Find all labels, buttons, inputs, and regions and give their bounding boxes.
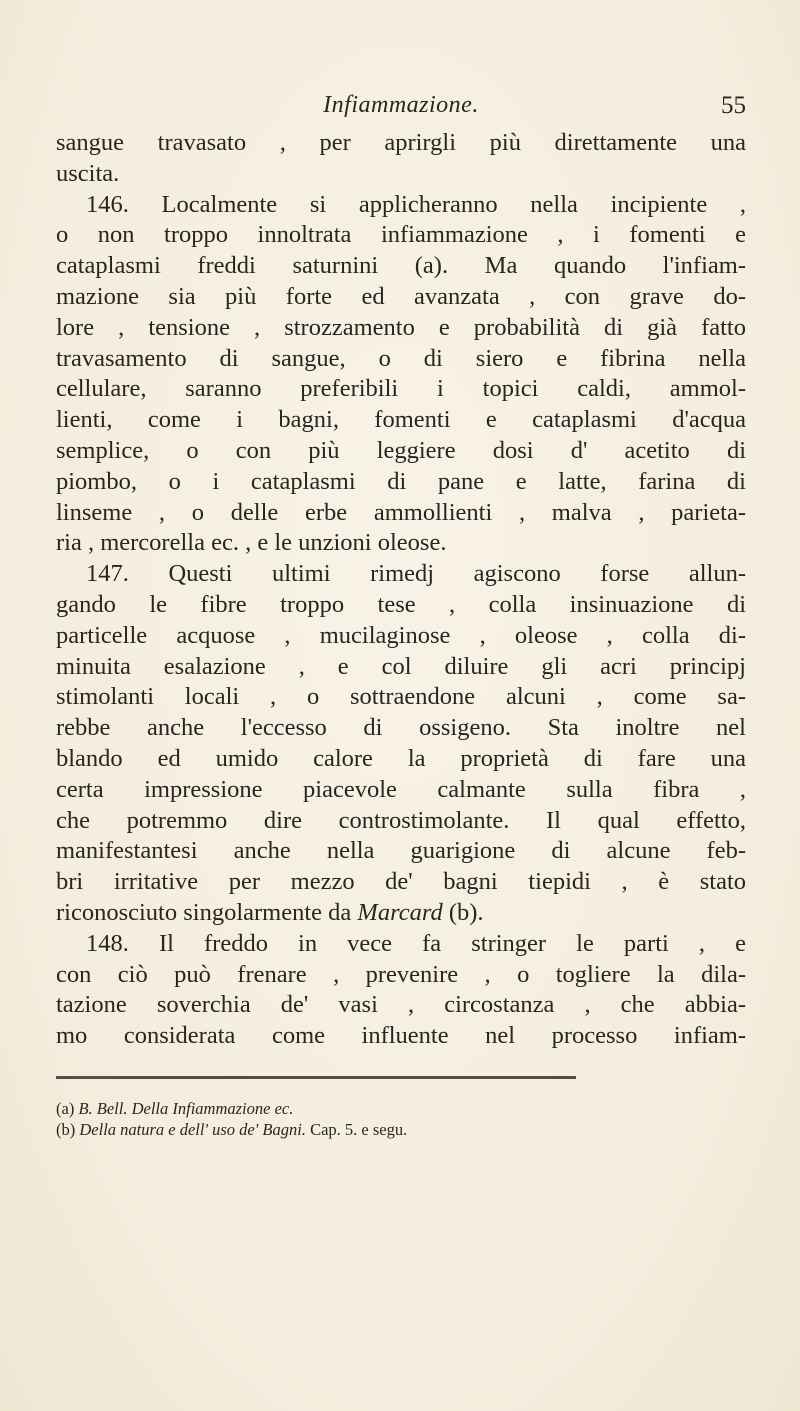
text-line: o non troppo innoltrata infiammazione , i fomenti e bbox=[56, 221, 746, 249]
text-line: minuita esalazione , e col diluire gli acri principj bbox=[56, 652, 746, 680]
page-header bbox=[56, 92, 746, 122]
text-line: uscita. bbox=[56, 159, 120, 187]
footnote-tail: Cap. 5. e segu. bbox=[310, 1120, 408, 1139]
text-line: lienti, come i bagni, fomenti e cataplasmi d'acqua bbox=[56, 406, 746, 434]
text-line: stimolanti locali , o sottraendone alcuni , come sa- bbox=[56, 683, 746, 711]
footnote-text: B. Bell. Della Infiammazione ec. bbox=[78, 1099, 294, 1118]
footnote-b bbox=[56, 1119, 746, 1140]
footnote-a bbox=[56, 1098, 746, 1119]
text-line: con ciò può frenare , prevenire , o togliere la dila- bbox=[56, 960, 746, 988]
text-line: gando le fibre troppo tese , colla insinuazione di bbox=[56, 590, 746, 618]
text-line: mo considerata come influente nel processo infiam- bbox=[56, 1022, 746, 1050]
text-line: cataplasmi freddi saturnini (a). Ma quando l'infiam- bbox=[56, 252, 746, 280]
italic-name: Marcard bbox=[357, 898, 443, 926]
footnote-rule bbox=[56, 1076, 576, 1079]
text-line: bri irritative per mezzo de' bagni tiepidi , è stato bbox=[56, 868, 746, 896]
text-line: travasamento di sangue, o di siero e fibrina nella bbox=[56, 344, 746, 372]
body-text bbox=[56, 128, 746, 1052]
text-line: riconosciuto singolarmente da Marcard (b). bbox=[56, 898, 484, 926]
text-line: tazione soverchia de' vasi , circostanza , che abbia- bbox=[56, 991, 746, 1019]
text-line: semplice, o con più leggiere dosi d' acetito di bbox=[56, 436, 746, 464]
text-line: piombo, o i cataplasmi di pane e latte, farina di bbox=[56, 467, 746, 495]
footnote-text: Della natura e dell' uso de' Bagni. bbox=[79, 1120, 306, 1139]
footnote-mark: (b) bbox=[56, 1120, 76, 1139]
text-line: blando ed umido calore la proprietà di fare una bbox=[56, 744, 746, 772]
page-number: 55 bbox=[721, 92, 746, 119]
text-line: cellulare, saranno preferibili i topici caldi, ammol- bbox=[56, 375, 746, 403]
text-line: linseme , o delle erbe ammollienti , malva , parieta- bbox=[56, 498, 746, 526]
text-line: sangue travasato , per aprirgli più direttamente una bbox=[56, 129, 746, 156]
text-line: particelle acquose , mucilaginose , oleose , colla di- bbox=[56, 621, 746, 649]
text-line: ria , mercorella ec. , e le unzioni oleose. bbox=[56, 529, 447, 557]
footnotes bbox=[56, 1098, 746, 1140]
text-line: 146. Localmente si applicheranno nella incipiente , bbox=[86, 190, 746, 218]
text-line: che potremmo dire controstimolante. Il qual effetto, bbox=[56, 806, 746, 834]
footnote-mark: (a) bbox=[56, 1099, 75, 1118]
text-line: 148. Il freddo in vece fa stringer le parti , e bbox=[86, 929, 746, 957]
text-line: 147. Questi ultimi rimedj agiscono forse allun- bbox=[86, 560, 746, 588]
text-line: certa impressione piacevole calmante sulla fibra , bbox=[56, 775, 746, 803]
text-line: rebbe anche l'eccesso di ossigeno. Sta inoltre nel bbox=[56, 714, 746, 742]
text-line: manifestantesi anche nella guarigione di alcune feb- bbox=[56, 837, 746, 865]
text-line: mazione sia più forte ed avanzata , con grave do- bbox=[56, 282, 746, 310]
running-title: Infiammazione. bbox=[323, 92, 479, 118]
text-line: lore , tensione , strozzamento e probabilità di già fatto bbox=[56, 313, 746, 341]
